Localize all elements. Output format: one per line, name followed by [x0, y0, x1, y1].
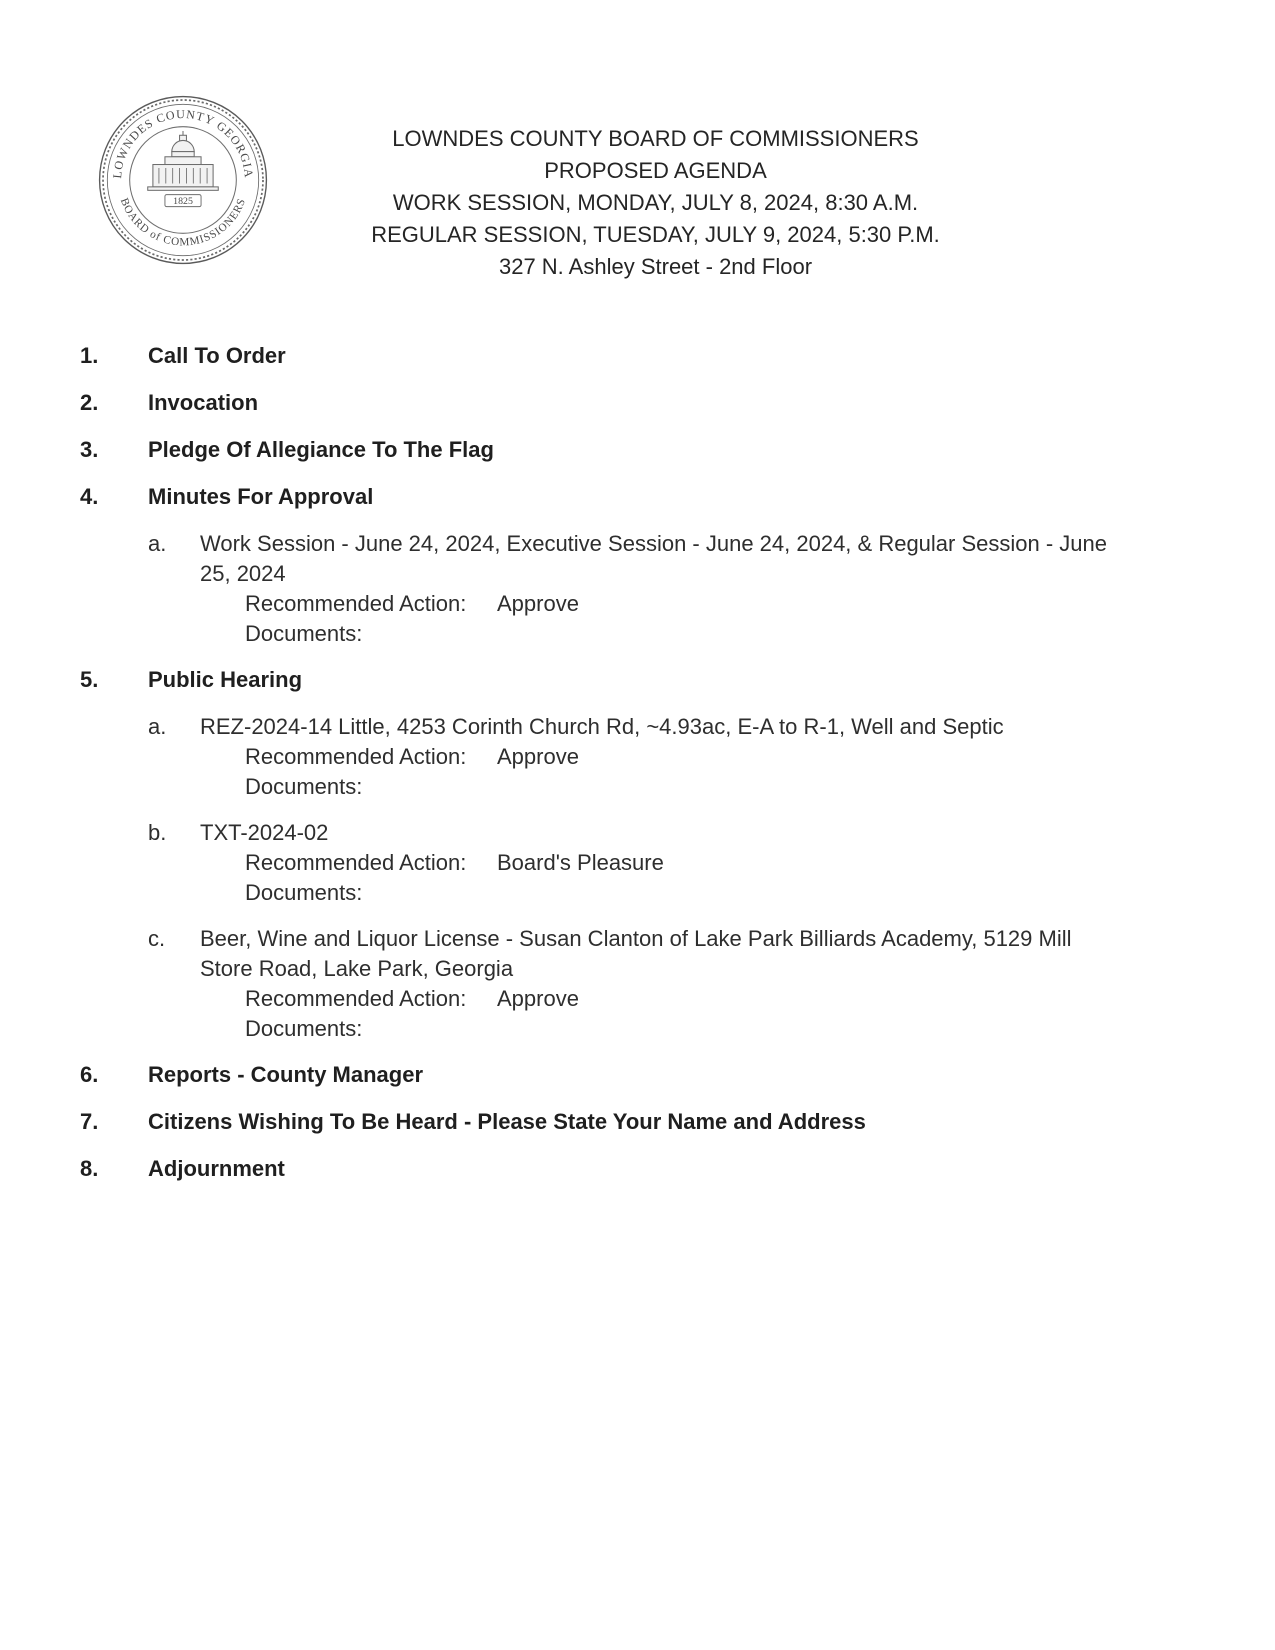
documents-label: Documents:	[245, 1016, 363, 1041]
recommended-action-value: Approve	[497, 591, 579, 616]
recommended-action-value: Approve	[497, 744, 579, 769]
documents-label: Documents:	[245, 774, 363, 799]
agenda-item	[80, 482, 1160, 512]
recommended-action-row	[200, 848, 1130, 878]
agenda-subitem	[80, 712, 1160, 802]
recommended-action-label: Recommended Action:	[245, 850, 467, 875]
agenda-item-title: Citizens Wishing To Be Heard - Please State Your Name and Address	[148, 1109, 866, 1134]
header-regular-session: REGULAR SESSION, TUESDAY, JULY 9, 2024, 5:30 P.M.	[371, 222, 940, 247]
agenda-item-title: Public Hearing	[148, 667, 303, 692]
agenda-item-number: 4.	[80, 484, 99, 509]
recommended-action-label: Recommended Action:	[245, 986, 467, 1011]
recommended-action-value: Approve	[497, 986, 579, 1011]
subitem-text: Work Session - June 24, 2024, Executive Session - June 24, 2024, & Regular Session - June 25, 2024	[200, 531, 1107, 586]
subitem-text: REZ-2024-14 Little, 4253 Corinth Church Rd, ~4.93ac, E-A to R-1, Well and Septic	[200, 714, 1004, 739]
agenda-item-number: 1.	[80, 343, 99, 368]
subitem-content	[200, 924, 1130, 1044]
seal-year: 1825	[173, 196, 193, 208]
agenda-item	[80, 665, 1160, 695]
recommended-action-label: Recommended Action:	[245, 591, 467, 616]
subitem-content	[200, 712, 1130, 802]
seal-top-text: LOWNDES COUNTY GEORGIA	[109, 106, 257, 180]
subitem-text: TXT-2024-02	[200, 820, 329, 845]
agenda-item-title: Reports - County Manager	[148, 1062, 424, 1087]
recommended-action-row	[200, 589, 1130, 619]
agenda-item-title: Call To Order	[148, 343, 286, 368]
agenda-item	[80, 1154, 1160, 1184]
recommended-action-label: Recommended Action:	[245, 744, 467, 769]
header-org-title: LOWNDES COUNTY BOARD OF COMMISSIONERS	[392, 126, 919, 151]
agenda-item	[80, 1060, 1160, 1090]
agenda-item-number: 6.	[80, 1062, 99, 1087]
agenda-item	[80, 1107, 1160, 1137]
seal-bottom-text: BOARD of COMMISSIONERS	[117, 196, 249, 249]
agenda-list	[0, 341, 1275, 1201]
agenda-item-title: Invocation	[148, 390, 259, 415]
subitem-letter: a.	[148, 531, 167, 556]
subitem-content	[200, 529, 1130, 649]
documents-label: Documents:	[245, 621, 363, 646]
recommended-action-row	[200, 984, 1130, 1014]
recommended-action-value: Board's Pleasure	[497, 850, 664, 875]
document-header	[36, 123, 1275, 283]
agenda-item	[80, 435, 1160, 465]
header-doc-title: PROPOSED AGENDA	[544, 158, 767, 183]
agenda-item	[80, 388, 1160, 418]
header-work-session: WORK SESSION, MONDAY, JULY 8, 2024, 8:30 A.M.	[392, 190, 919, 215]
agenda-item	[80, 341, 1160, 371]
agenda-item-number: 2.	[80, 390, 99, 415]
subitem-content	[200, 818, 1130, 908]
agenda-subitem	[80, 818, 1160, 908]
agenda-subitem	[80, 529, 1160, 649]
agenda-item-number: 8.	[80, 1156, 99, 1181]
agenda-item-title: Pledge Of Allegiance To The Flag	[148, 437, 494, 462]
recommended-action-row	[200, 742, 1130, 772]
documents-label: Documents:	[245, 880, 363, 905]
subitem-letter: b.	[148, 820, 167, 845]
agenda-item-title: Adjournment	[148, 1156, 285, 1181]
agenda-subitem	[80, 924, 1160, 1044]
agenda-item-number: 5.	[80, 667, 99, 692]
agenda-item-number: 7.	[80, 1109, 99, 1134]
subitem-letter: c.	[148, 926, 166, 951]
header-address: 327 N. Ashley Street - 2nd Floor	[498, 254, 813, 279]
agenda-item-number: 3.	[80, 437, 99, 462]
agenda-item-title: Minutes For Approval	[148, 484, 374, 509]
subitem-letter: a.	[148, 714, 167, 739]
subitem-text: Beer, Wine and Liquor License - Susan Clanton of Lake Park Billiards Academy, 5129 Mill Store Road, Lake Park, Georgia	[200, 926, 1072, 981]
